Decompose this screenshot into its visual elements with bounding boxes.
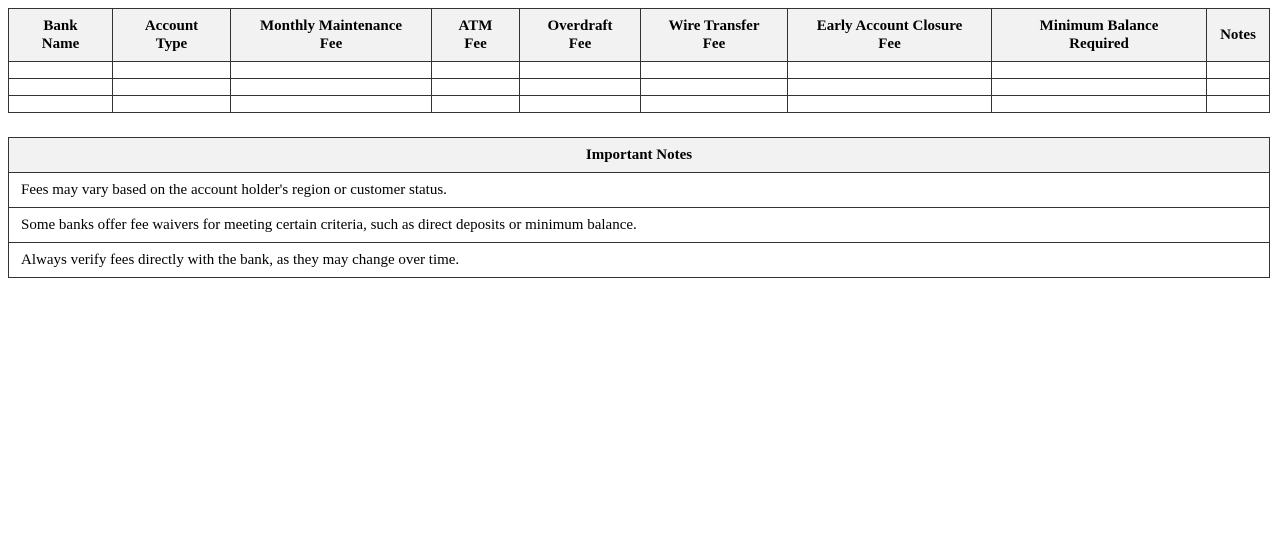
- table-cell: [788, 62, 992, 79]
- header-text: Name: [41, 36, 80, 52]
- col-header-early-account-closure-fee: [788, 9, 992, 62]
- header-text: Type: [155, 36, 188, 52]
- header-text: Required: [1069, 36, 1129, 52]
- note-item: Fees may vary based on the account holder's region or customer status.: [9, 173, 1270, 208]
- table-cell: [113, 79, 231, 96]
- table-cell: [9, 62, 113, 79]
- col-header-account-type: [113, 9, 231, 62]
- header-text: Fee: [568, 36, 592, 52]
- table-cell: [520, 62, 641, 79]
- note-row: [9, 173, 1270, 208]
- header-text: Monthly Maintenance: [259, 18, 403, 34]
- notes-title: Important Notes: [9, 138, 1270, 173]
- bank-fees-table: [8, 8, 1270, 113]
- col-header-notes: [1207, 9, 1270, 62]
- table-cell: [9, 96, 113, 113]
- table-cell: [520, 79, 641, 96]
- header-text: Overdraft: [547, 18, 613, 34]
- col-header-minimum-balance-required: [992, 9, 1207, 62]
- header-text: Fee: [319, 36, 343, 52]
- table-cell: [9, 79, 113, 96]
- table-cell: [992, 79, 1207, 96]
- table-row: [9, 96, 1270, 113]
- table-cell: [641, 62, 788, 79]
- header-text: Minimum Balance: [1039, 18, 1159, 34]
- header-text: Fee: [464, 36, 487, 52]
- col-header-monthly-maintenance-fee: [231, 9, 432, 62]
- header-text: ATM: [458, 18, 493, 34]
- table-cell: [1207, 79, 1270, 96]
- note-item: Always verify fees directly with the bank, as they may change over time.: [9, 243, 1270, 278]
- col-header-atm-fee: [432, 9, 520, 62]
- table-cell: [992, 62, 1207, 79]
- table-cell: [432, 79, 520, 96]
- table-cell: [1207, 96, 1270, 113]
- header-text: Wire Transfer: [668, 18, 760, 34]
- table-cell: [231, 96, 432, 113]
- table-cell: [788, 96, 992, 113]
- header-text: Early Account Closure: [816, 18, 963, 34]
- header-text: Fee: [878, 36, 901, 52]
- note-row: [9, 208, 1270, 243]
- table-cell: [113, 96, 231, 113]
- table-cell: [231, 62, 432, 79]
- table-cell: [231, 79, 432, 96]
- note-row: [9, 243, 1270, 278]
- table-cell: [432, 62, 520, 79]
- table-cell: [520, 96, 641, 113]
- header-text: Notes: [1220, 27, 1256, 43]
- table-cell: [641, 79, 788, 96]
- notes-header-row: [9, 138, 1270, 173]
- table-row: [9, 62, 1270, 79]
- note-item: Some banks offer fee waivers for meeting certain criteria, such as direct deposits or minimum balance.: [9, 208, 1270, 243]
- table-cell: [788, 79, 992, 96]
- table-cell: [1207, 62, 1270, 79]
- table-row: [9, 79, 1270, 96]
- col-header-bank-name: [9, 9, 113, 62]
- fees-header-row: [9, 9, 1270, 62]
- header-text: Fee: [702, 36, 726, 52]
- table-cell: [992, 96, 1207, 113]
- table-cell: [432, 96, 520, 113]
- col-header-overdraft-fee: [520, 9, 641, 62]
- header-text: Account: [144, 18, 199, 34]
- important-notes-table: [8, 137, 1270, 278]
- col-header-wire-transfer-fee: [641, 9, 788, 62]
- header-text: Bank: [43, 18, 78, 34]
- table-cell: [113, 62, 231, 79]
- table-cell: [641, 96, 788, 113]
